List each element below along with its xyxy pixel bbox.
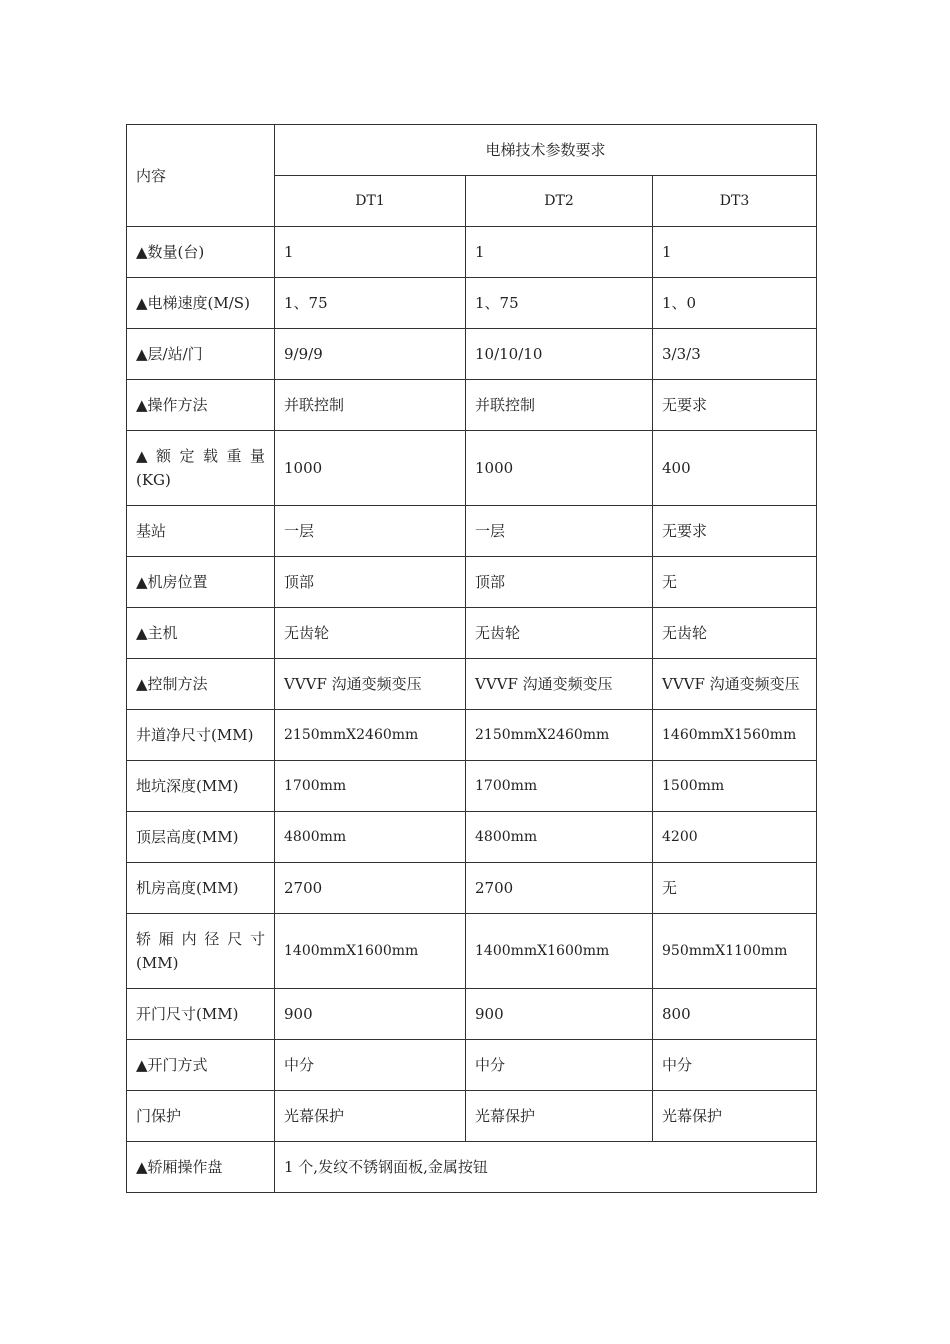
- row-value-dt2: 1400mmX1600mm: [466, 914, 653, 989]
- table-row: [127, 329, 817, 380]
- row-value-dt1: 1: [275, 227, 466, 278]
- table-row: [127, 608, 817, 659]
- row-label: 地坑深度(MM): [127, 761, 275, 812]
- column-header-dt2: DT2: [466, 176, 653, 227]
- row-value-dt1: 2150mmX2460mm: [275, 710, 466, 761]
- row-value-dt2: 2150mmX2460mm: [466, 710, 653, 761]
- row-value-dt1: 2700: [275, 863, 466, 914]
- table-row: [127, 278, 817, 329]
- table-row: [127, 1040, 817, 1091]
- row-value-dt1: 1700mm: [275, 761, 466, 812]
- elevator-spec-table: [126, 124, 817, 1193]
- row-value-dt1: VVVF 沟通变频变压: [275, 659, 466, 710]
- row-value-merged: 1 个,发纹不锈钢面板,金属按钮: [275, 1142, 817, 1193]
- row-value-dt2: 并联控制: [466, 380, 653, 431]
- row-value-dt1: 9/9/9: [275, 329, 466, 380]
- column-header-dt1: DT1: [275, 176, 466, 227]
- row-label: 机房高度(MM): [127, 863, 275, 914]
- row-value-dt2: 1: [466, 227, 653, 278]
- row-label: ▲主机: [127, 608, 275, 659]
- row-value-dt1: 并联控制: [275, 380, 466, 431]
- row-label: ▲操作方法: [127, 380, 275, 431]
- header-row-1: [127, 125, 817, 176]
- row-label: ▲层/站/门: [127, 329, 275, 380]
- row-value-dt1: 1、75: [275, 278, 466, 329]
- row-value-dt3: 800: [653, 989, 817, 1040]
- row-label: 门保护: [127, 1091, 275, 1142]
- row-value-dt2: 10/10/10: [466, 329, 653, 380]
- row-value-dt3: 950mmX1100mm: [653, 914, 817, 989]
- row-value-dt2: 1000: [466, 431, 653, 506]
- row-value-dt1: 一层: [275, 506, 466, 557]
- content-header: 内容: [127, 125, 275, 227]
- row-value-dt2: 2700: [466, 863, 653, 914]
- row-value-dt1: 900: [275, 989, 466, 1040]
- table-row: [127, 812, 817, 863]
- row-value-dt3: 1、0: [653, 278, 817, 329]
- row-value-dt2: 光幕保护: [466, 1091, 653, 1142]
- row-value-dt2: 4800mm: [466, 812, 653, 863]
- table-row: [127, 710, 817, 761]
- row-value-dt3: 1: [653, 227, 817, 278]
- table-row: [127, 431, 817, 506]
- row-value-dt3: 无齿轮: [653, 608, 817, 659]
- row-label: ▲数量(台): [127, 227, 275, 278]
- table-row: [127, 914, 817, 989]
- row-value-dt3: VVVF 沟通变频变压: [653, 659, 817, 710]
- row-value-dt1: 无齿轮: [275, 608, 466, 659]
- table-row: [127, 659, 817, 710]
- row-value-dt3: 1460mmX1560mm: [653, 710, 817, 761]
- row-value-dt3: 无要求: [653, 380, 817, 431]
- row-label: 基站: [127, 506, 275, 557]
- row-value-dt2: 1700mm: [466, 761, 653, 812]
- table-row: [127, 989, 817, 1040]
- table-row: [127, 506, 817, 557]
- row-value-dt2: 顶部: [466, 557, 653, 608]
- table-row: [127, 557, 817, 608]
- row-value-dt3: 无要求: [653, 506, 817, 557]
- row-label: ▲机房位置: [127, 557, 275, 608]
- row-label: ▲控制方法: [127, 659, 275, 710]
- row-value-dt1: 顶部: [275, 557, 466, 608]
- row-value-dt3: 4200: [653, 812, 817, 863]
- row-value-dt1: 光幕保护: [275, 1091, 466, 1142]
- row-value-dt2: 1、75: [466, 278, 653, 329]
- row-value-dt3: 3/3/3: [653, 329, 817, 380]
- row-label: ▲电梯速度(M/S): [127, 278, 275, 329]
- row-value-dt2: 900: [466, 989, 653, 1040]
- row-value-dt2: 一层: [466, 506, 653, 557]
- row-label: 开门尺寸(MM): [127, 989, 275, 1040]
- row-label: 轿 厢 内 径 尺 寸 (MM): [127, 914, 275, 989]
- row-label: ▲开门方式: [127, 1040, 275, 1091]
- row-value-dt2: 中分: [466, 1040, 653, 1091]
- row-value-dt1: 中分: [275, 1040, 466, 1091]
- row-label: 井道净尺寸(MM): [127, 710, 275, 761]
- table-row: [127, 1091, 817, 1142]
- table-row: [127, 761, 817, 812]
- row-value-dt1: 4800mm: [275, 812, 466, 863]
- row-value-dt3: 光幕保护: [653, 1091, 817, 1142]
- table-row-last: [127, 1142, 817, 1193]
- row-value-dt2: VVVF 沟通变频变压: [466, 659, 653, 710]
- row-value-dt3: 400: [653, 431, 817, 506]
- table-row: [127, 863, 817, 914]
- table-row: [127, 380, 817, 431]
- table-row: [127, 227, 817, 278]
- row-value-dt2: 无齿轮: [466, 608, 653, 659]
- table-title: 电梯技术参数要求: [275, 125, 817, 176]
- row-label: ▲轿厢操作盘: [127, 1142, 275, 1193]
- column-header-dt3: DT3: [653, 176, 817, 227]
- row-value-dt1: 1400mmX1600mm: [275, 914, 466, 989]
- row-value-dt3: 中分: [653, 1040, 817, 1091]
- row-value-dt3: 无: [653, 863, 817, 914]
- row-value-dt3: 1500mm: [653, 761, 817, 812]
- row-value-dt1: 1000: [275, 431, 466, 506]
- row-value-dt3: 无: [653, 557, 817, 608]
- row-label: ▲ 额 定 载 重 量 (KG): [127, 431, 275, 506]
- row-label: 顶层高度(MM): [127, 812, 275, 863]
